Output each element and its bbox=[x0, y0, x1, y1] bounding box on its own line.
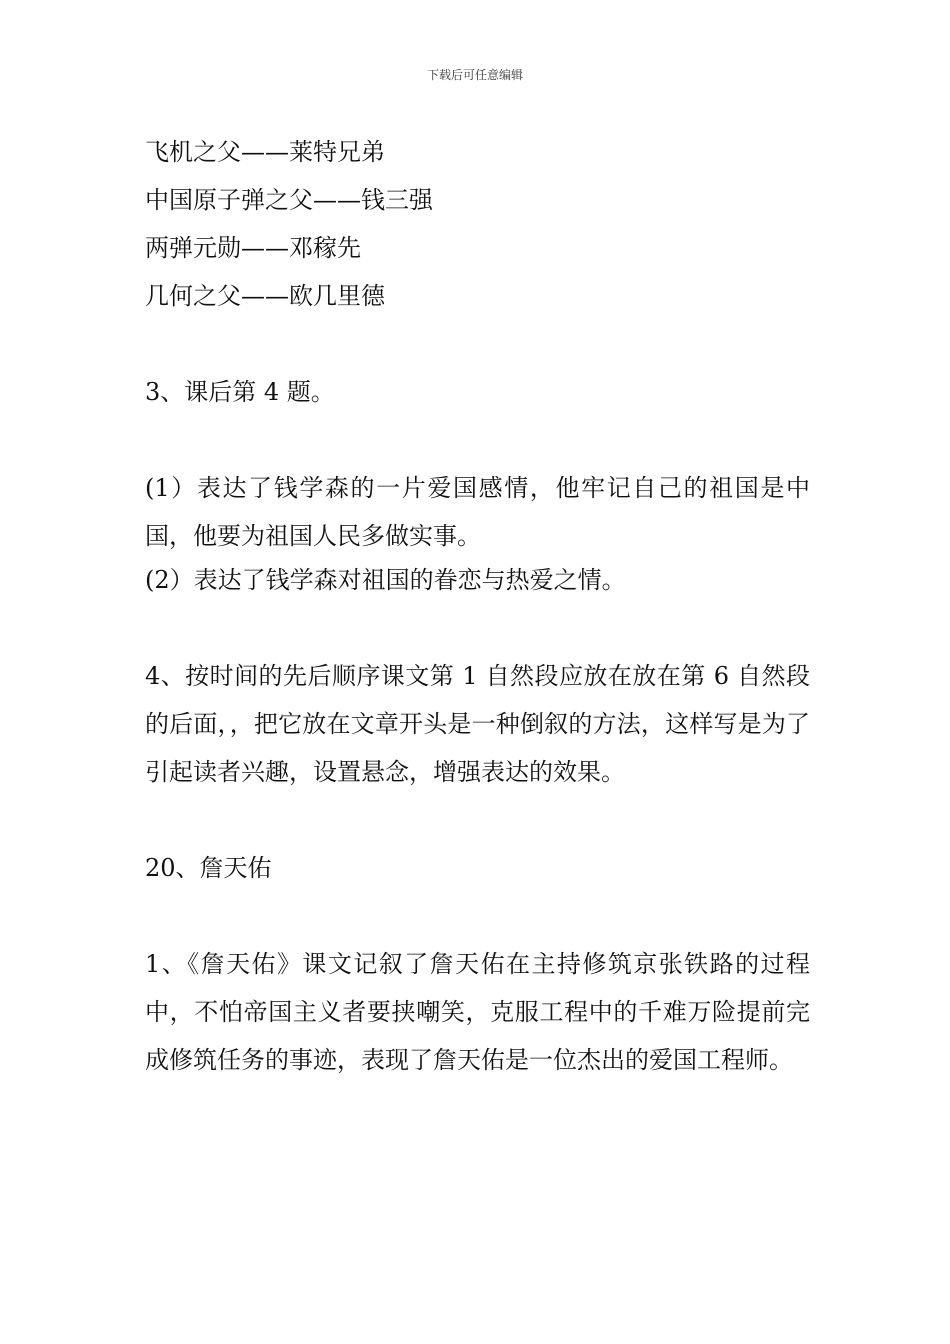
list-item: 两弹元勋——邓稼先 bbox=[145, 234, 361, 262]
question-4-text: 4、按时间的先后顺序课文第 1 自然段应放在放在第 6 自然段的后面，，把它放在文章开头是一种倒叙的方法，这样写是为了引起读者兴趣，设置悬念，增强表达的效果。 bbox=[145, 662, 810, 786]
lesson-20-question-1: 1、《詹天佑》课文记叙了詹天佑在主持修筑京张铁路的过程中，不怕帝国主义者要挟嘲笑，克服工程中的千难万险提前完成修筑任务的事迹，表现了詹天佑是一位杰出的爱国工程师。 bbox=[145, 950, 810, 1074]
list-item: 几何之父——欧几里德 bbox=[145, 282, 385, 310]
page-header-note: 下载后可任意编辑 bbox=[426, 68, 523, 82]
question-3-title: 3、课后第 4 题。 bbox=[145, 378, 335, 406]
question-3-answer-2: (2）表达了钱学森对祖国的眷恋与热爱之情。 bbox=[145, 566, 626, 594]
list-item: 飞机之父——莱特兄弟 bbox=[145, 138, 385, 166]
list-item: 中国原子弹之父——钱三强 bbox=[145, 186, 433, 214]
document-body bbox=[145, 128, 810, 1084]
lesson-20-title: 20、詹天佑 bbox=[145, 854, 272, 882]
question-3-answer-1: (1）表达了钱学森的一片爱国感情，他牢记自己的祖国是中国，他要为祖国人民多做实事。 bbox=[145, 474, 810, 550]
